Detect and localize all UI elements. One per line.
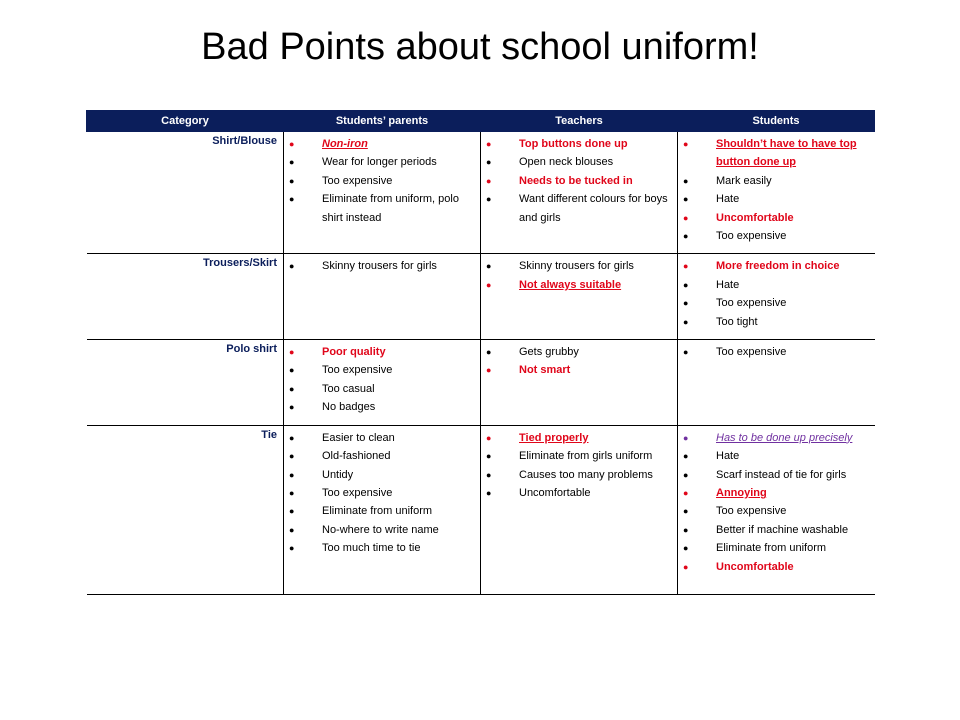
slide-title: Bad Points about school uniform! [201, 26, 759, 68]
bullet-point: ● Shouldn’t have to have top button done up [678, 135, 875, 172]
bullet-point: ● Too casual [284, 380, 480, 398]
bullet-point: ● Eliminate from uniform [678, 539, 875, 557]
students-point-list [678, 257, 875, 331]
bullet-point: ● Eliminate from uniform, polo shirt instead [284, 190, 480, 227]
bullet-point: ● Too tight [678, 313, 875, 331]
bullet-point: ● No badges [284, 398, 480, 416]
bullet-point: ● Annoying [678, 484, 875, 502]
table-header-row [87, 111, 875, 132]
bullet-point: ● Mark easily [678, 172, 875, 190]
bullet-point: ● Wear for longer periods [284, 153, 480, 171]
category-cell: Shirt/Blouse [87, 132, 284, 254]
teachers-cell [481, 340, 678, 426]
bullet-point: ● Uncomfortable [678, 209, 875, 227]
bullet-point: ● Has to be done up precisely [678, 429, 875, 447]
students-cell [678, 340, 875, 426]
uniform-table [86, 110, 875, 595]
header-teachers: Teachers [481, 111, 678, 132]
category-cell: Polo shirt [87, 340, 284, 426]
teachers-cell [481, 254, 678, 340]
teachers-point-list [481, 257, 677, 294]
category-cell: Trousers/Skirt [87, 254, 284, 340]
bullet-point: ● Uncomfortable [481, 484, 677, 502]
bullet-point: ● Hate [678, 447, 875, 465]
bullet-point: ● Too expensive [284, 484, 480, 502]
table-row [87, 132, 875, 254]
teachers-point-list [481, 135, 677, 227]
parents-point-list [284, 343, 480, 417]
students-cell [678, 132, 875, 254]
header-students-parents: Students’ parents [284, 111, 481, 132]
bullet-point: ● Gets grubby [481, 343, 677, 361]
bullet-point: ● Too much time to tie [284, 539, 480, 557]
parents-cell [284, 254, 481, 340]
bullet-point: ● Skinny trousers for girls [481, 257, 677, 275]
teachers-point-list [481, 343, 677, 380]
bullet-point: ● Too expensive [678, 502, 875, 520]
bullet-point: ● Needs to be tucked in [481, 172, 677, 190]
teachers-point-list [481, 429, 677, 503]
bullet-point: ● Non-iron [284, 135, 480, 153]
students-point-list [678, 135, 875, 245]
parents-point-list [284, 429, 480, 558]
bullet-point: ● Easier to clean [284, 429, 480, 447]
bullet-point: ● Top buttons done up [481, 135, 677, 153]
bullet-point: ● Uncomfortable [678, 558, 875, 576]
bullet-point: ● Poor quality [284, 343, 480, 361]
bullet-point: ● Not smart [481, 361, 677, 379]
bullet-point: ● Causes too many problems [481, 466, 677, 484]
bullet-point: ● More freedom in choice [678, 257, 875, 275]
bullet-point: ● Tied properly [481, 429, 677, 447]
parents-cell [284, 340, 481, 426]
table-row [87, 340, 875, 426]
header-students: Students [678, 111, 875, 132]
bullet-point: ● Open neck blouses [481, 153, 677, 171]
bullet-point: ● Too expensive [678, 227, 875, 245]
bullet-point: ● Hate [678, 190, 875, 208]
bullet-point: ● Untidy [284, 466, 480, 484]
table-row [87, 425, 875, 594]
bullet-point: ● Too expensive [284, 172, 480, 190]
bullet-point: ● Too expensive [284, 361, 480, 379]
teachers-cell [481, 132, 678, 254]
category-cell: Tie [87, 425, 284, 594]
students-cell [678, 425, 875, 594]
students-point-list [678, 343, 875, 361]
bullet-point: ● No-where to write name [284, 521, 480, 539]
teachers-cell [481, 425, 678, 594]
students-cell [678, 254, 875, 340]
bullet-point: ● Scarf instead of tie for girls [678, 466, 875, 484]
bullet-point: ● Too expensive [678, 343, 875, 361]
bullet-point: ● Eliminate from girls uniform [481, 447, 677, 465]
bullet-point: ● Not always suitable [481, 276, 677, 294]
students-point-list [678, 429, 875, 576]
bullet-point: ● Better if machine washable [678, 521, 875, 539]
table-body [87, 132, 875, 595]
parents-cell [284, 425, 481, 594]
bullet-point: ● Eliminate from uniform [284, 502, 480, 520]
parents-point-list [284, 257, 480, 275]
bullet-point: ● Old-fashioned [284, 447, 480, 465]
bullet-point: ● Want different colours for boys and girls [481, 190, 677, 227]
parents-cell [284, 132, 481, 254]
bullet-point: ● Too expensive [678, 294, 875, 312]
bullet-point: ● Skinny trousers for girls [284, 257, 480, 275]
parents-point-list [284, 135, 480, 227]
table-row [87, 254, 875, 340]
header-category: Category [87, 111, 284, 132]
bullet-point: ● Hate [678, 276, 875, 294]
